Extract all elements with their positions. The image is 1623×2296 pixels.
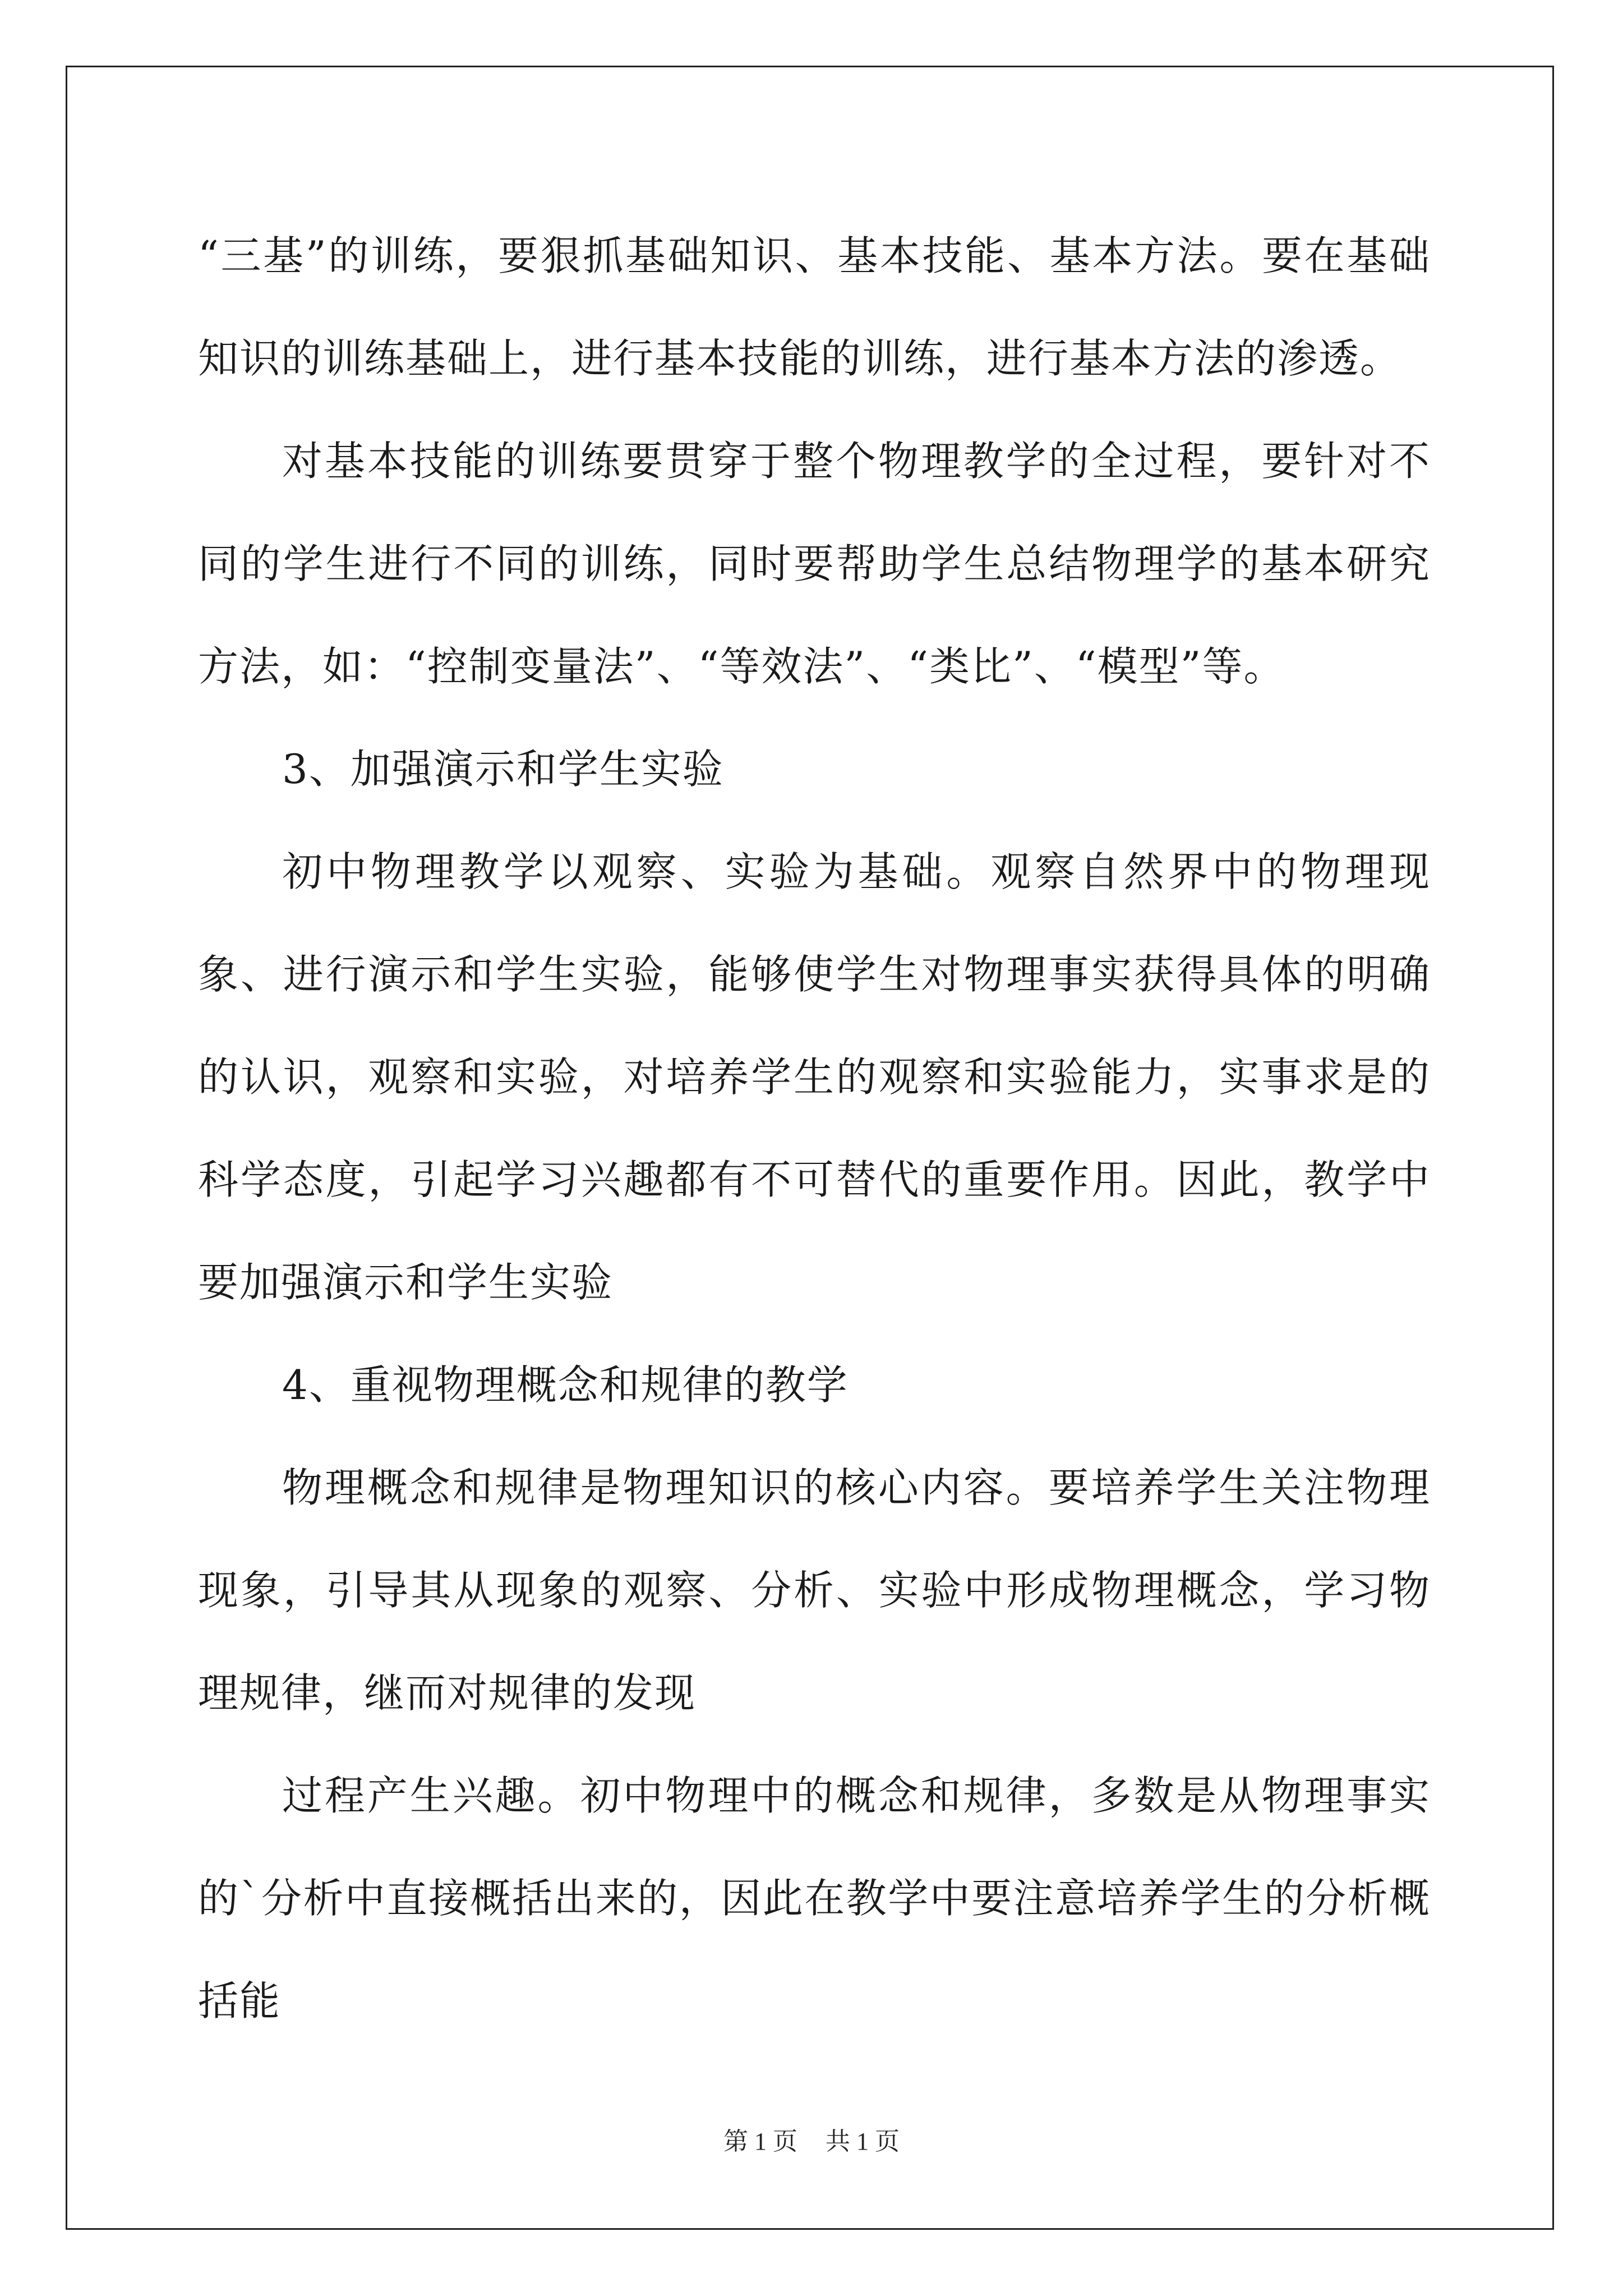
page-number: 第 1 页 <box>723 2128 797 2155</box>
page-footer <box>0 2125 1623 2159</box>
paragraph-concepts: 物理概念和规律是物理知识的核心内容。要培养学生关注物理现象，引导其从现象的观察、分析、实验中形成物理概念，学习物理规律，继而对规律的发现 <box>198 1464 1431 1717</box>
section-heading-4: 4、重视物理概念和规律的教学 <box>282 1361 849 1409</box>
section-heading-3: 3、加强演示和学生实验 <box>282 746 724 793</box>
paragraph-san-ji: “三基”的训练，要狠抓基础知识、基本技能、基本方法。要在基础知识的训练基础上，进行基本技能的训练，进行基本方法的渗透。 <box>198 232 1431 382</box>
paragraph-process: 过程产生兴趣。初中物理中的概念和规律，多数是从物理事实的`分析中直接概括出来的，因此在教学中要注意培养学生的分析概括能 <box>198 1772 1431 2024</box>
document-body <box>198 205 1431 2053</box>
page-total: 共 1 页 <box>826 2128 900 2155</box>
paragraph-experiments: 初中物理教学以观察、实验为基础。观察自然界中的物理现象、进行演示和学生实验，能够使学生对物理事实获得具体的明确的认识，观察和实验，对培养学生的观察和实验能力，实事求是的科学态度，引起学习兴趣都有不可替代的重要作用。因此，教学中要加强演示和学生实验 <box>198 848 1431 1306</box>
paragraph-basic-skills: 对基本技能的训练要贯穿于整个物理教学的全过程，要针对不同的学生进行不同的训练，同时要帮助学生总结物理学的基本研究方法，如：“控制变量法”、“等效法”、“类比”、“模型”等。 <box>198 438 1431 690</box>
